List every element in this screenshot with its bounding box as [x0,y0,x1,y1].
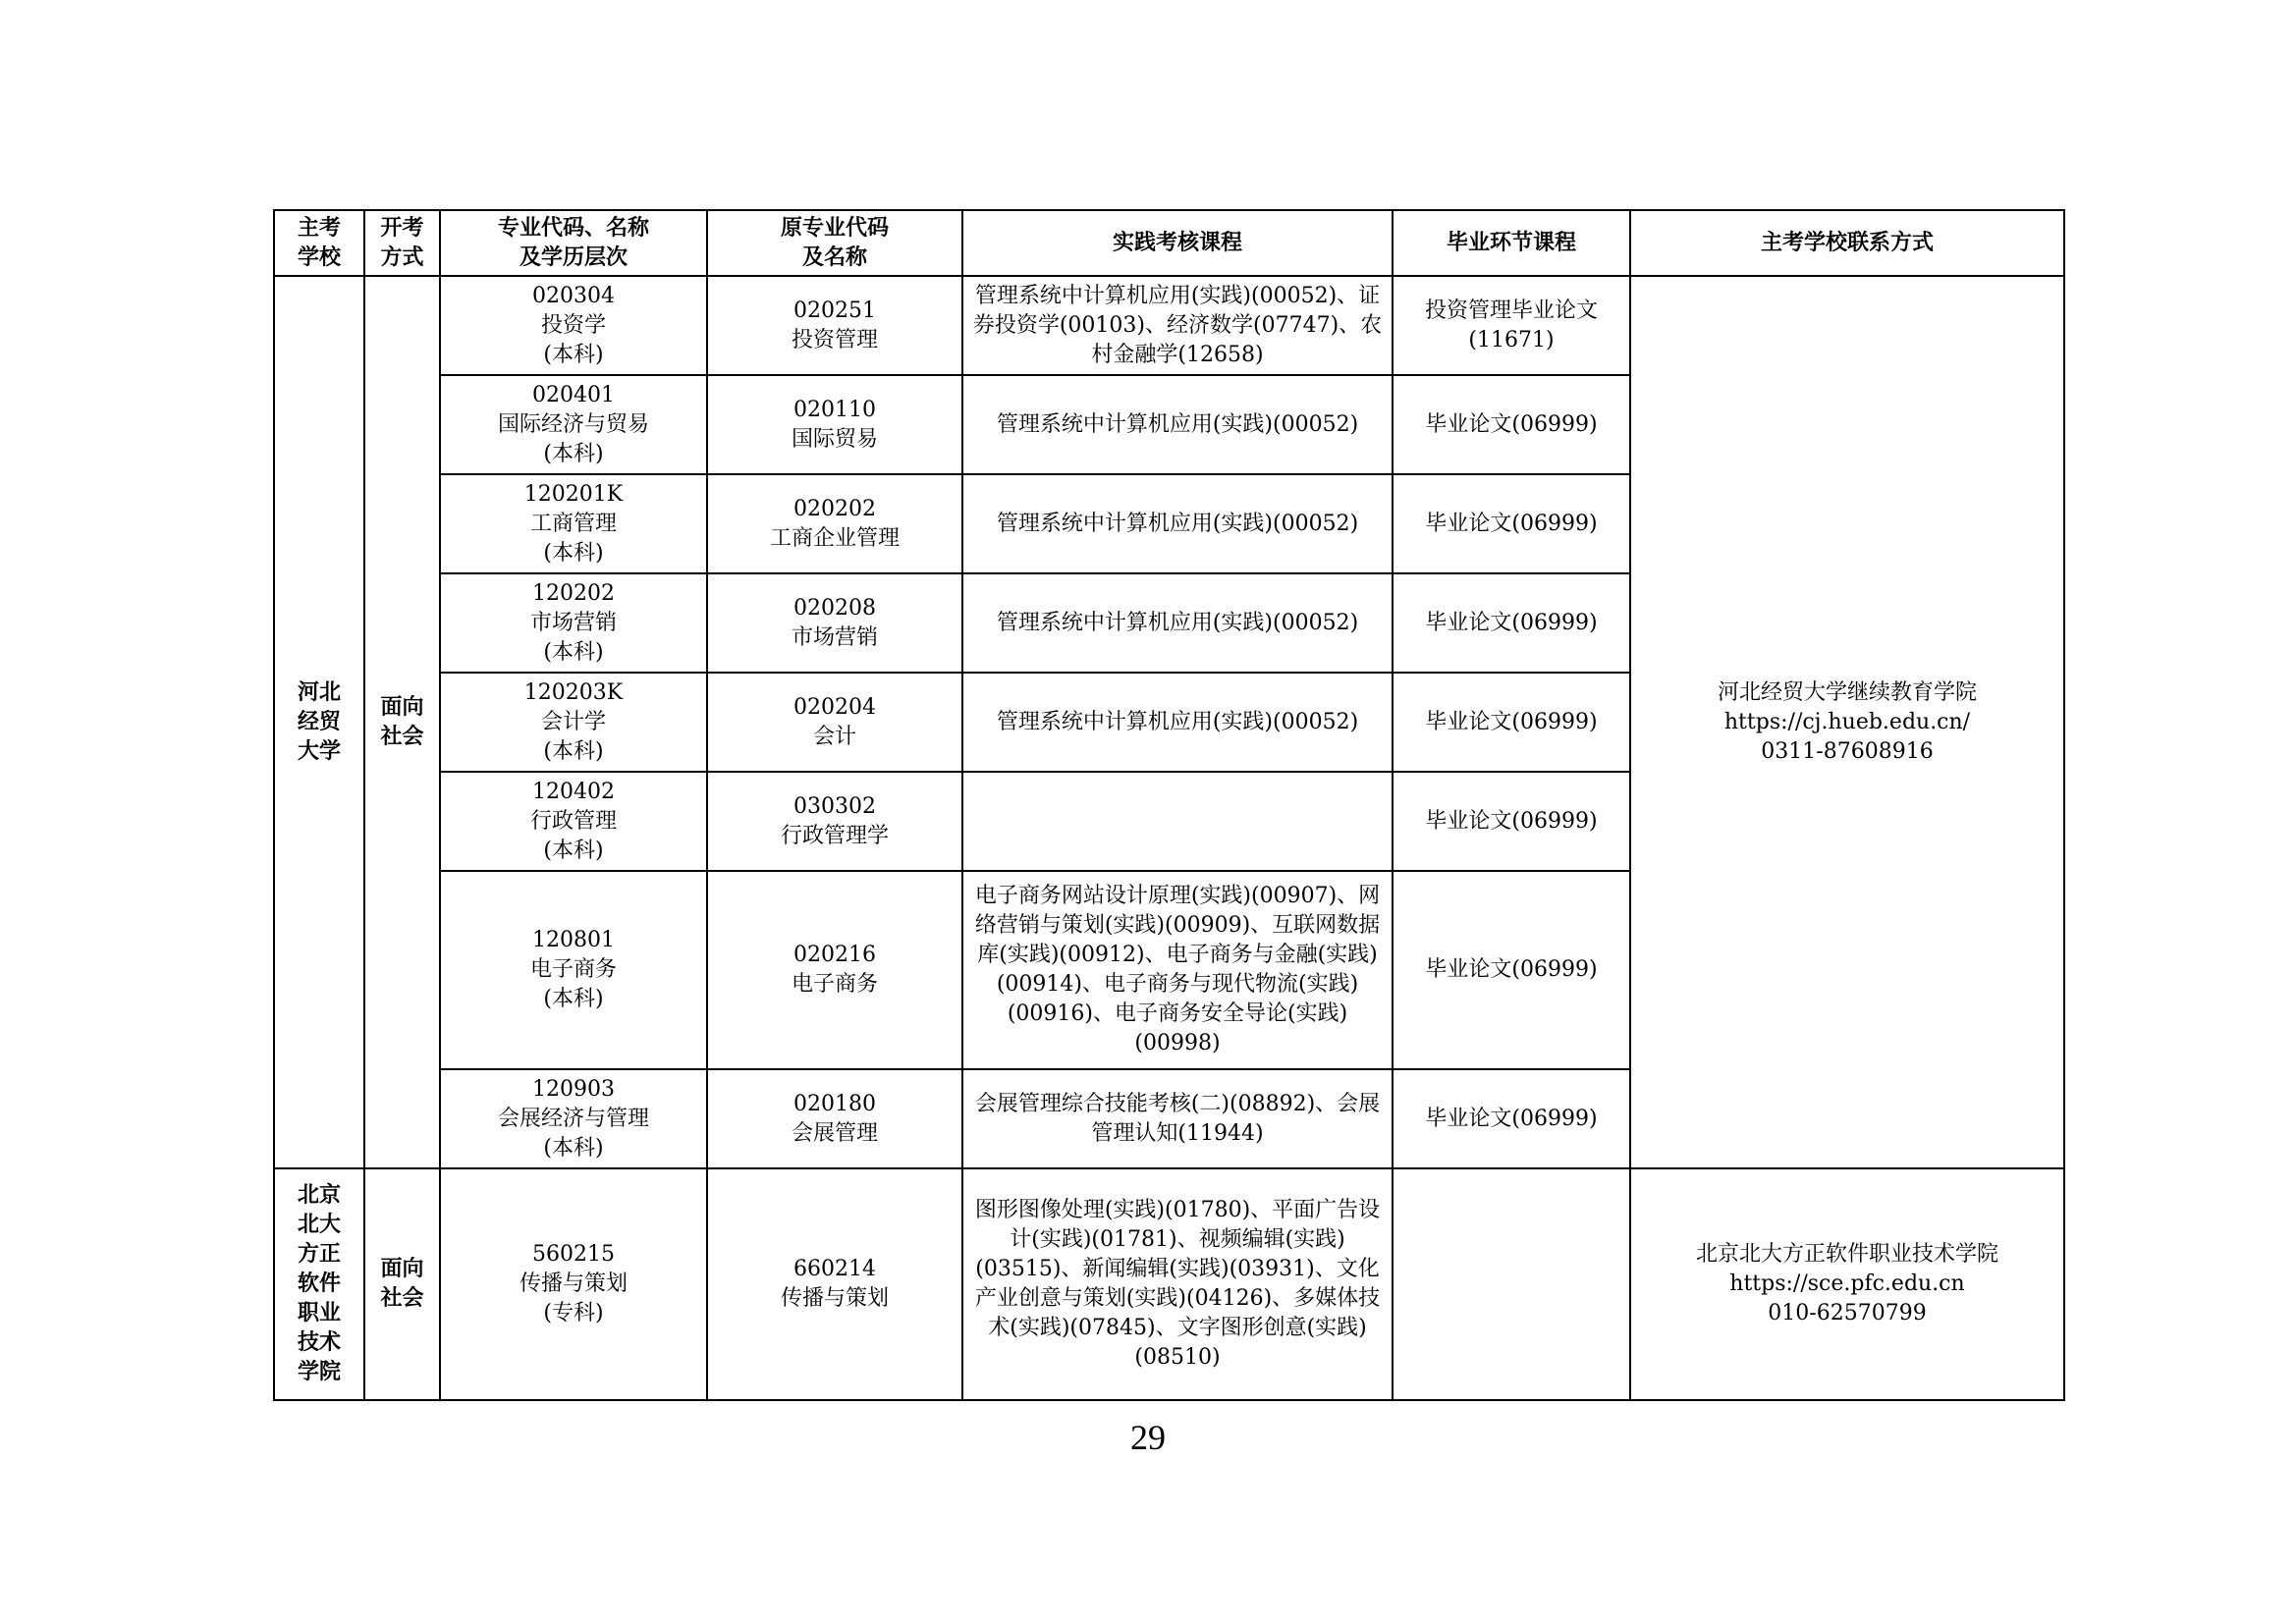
practice-course-cell: 图形图像处理(实践)(01780)、平面广告设计(实践)(01781)、视频编辑(实践)(03515)、新闻编辑(实践)(03931)、文化产业创意与策划(实践)(04126)、多媒体技术(实践)(07845)、文字图形创意(实践)(08510) [962,1168,1393,1400]
major-cell: 120402 行政管理 (本科) [440,772,707,871]
orig-major-cell: 020251 投资管理 [707,276,962,375]
page-number: 29 [1130,1418,1166,1457]
major-cell: 120903 会展经济与管理 (本科) [440,1069,707,1168]
major-cell: 560215 传播与策划 (专科) [440,1168,707,1400]
orig-major-cell: 020204 会计 [707,673,962,772]
graduation-course-cell: 毕业论文(06999) [1393,772,1630,871]
header-orig-major: 原专业代码 及名称 [707,210,962,276]
practice-course-cell: 管理系统中计算机应用(实践)(00052) [962,375,1393,474]
header-mode: 开考 方式 [364,210,440,276]
orig-major-cell: 020202 工商企业管理 [707,474,962,573]
major-cell: 120202 市场营销 (本科) [440,573,707,673]
practice-course-cell: 管理系统中计算机应用(实践)(00052) [962,573,1393,673]
graduation-course-cell: 毕业论文(06999) [1393,375,1630,474]
header-school: 主考 学校 [274,210,364,276]
school-cell: 北京 北大 方正 软件 职业 技术 学院 [274,1168,364,1400]
major-cell: 020304 投资学 (本科) [440,276,707,375]
header-major: 专业代码、名称 及学历层次 [440,210,707,276]
contact-cell: 北京北大方正软件职业技术学院 https://sce.pfc.edu.cn 010-62570799 [1630,1168,2064,1400]
graduation-course-cell: 毕业论文(06999) [1393,673,1630,772]
major-cell: 120801 电子商务 (本科) [440,871,707,1069]
exam-mode-cell: 面向 社会 [364,1168,440,1400]
major-cell: 120203K 会计学 (本科) [440,673,707,772]
orig-major-cell: 020110 国际贸易 [707,375,962,474]
major-cell: 020401 国际经济与贸易 (本科) [440,375,707,474]
exam-mode-cell: 面向 社会 [364,276,440,1168]
orig-major-cell: 030302 行政管理学 [707,772,962,871]
table-row [274,1168,2064,1400]
graduation-course-cell: 毕业论文(06999) [1393,573,1630,673]
practice-course-cell: 管理系统中计算机应用(实践)(00052)、证券投资学(00103)、经济数学(07747)、农村金融学(12658) [962,276,1393,375]
graduation-course-cell: 投资管理毕业论文 (11671) [1393,276,1630,375]
graduation-course-cell: 毕业论文(06999) [1393,1069,1630,1168]
orig-major-cell: 020216 电子商务 [707,871,962,1069]
graduation-course-cell: 毕业论文(06999) [1393,871,1630,1069]
header-practice: 实践考核课程 [962,210,1393,276]
practice-course-cell: 管理系统中计算机应用(实践)(00052) [962,673,1393,772]
header-graduation: 毕业环节课程 [1393,210,1630,276]
major-cell: 120201K 工商管理 (本科) [440,474,707,573]
orig-major-cell: 020180 会展管理 [707,1069,962,1168]
orig-major-cell: 660214 传播与策划 [707,1168,962,1400]
exam-course-table [273,209,2065,1401]
orig-major-cell: 020208 市场营销 [707,573,962,673]
header-row [274,210,2064,276]
practice-course-cell: 管理系统中计算机应用(实践)(00052) [962,474,1393,573]
school-cell: 河北 经贸 大学 [274,276,364,1168]
graduation-course-cell: 毕业论文(06999) [1393,474,1630,573]
practice-course-cell [962,772,1393,871]
contact-cell: 河北经贸大学继续教育学院 https://cj.hueb.edu.cn/ 0311-87608916 [1630,276,2064,1168]
header-contact: 主考学校联系方式 [1630,210,2064,276]
table-row [274,276,2064,375]
practice-course-cell: 会展管理综合技能考核(二)(08892)、会展管理认知(11944) [962,1069,1393,1168]
graduation-course-cell [1393,1168,1630,1400]
practice-course-cell: 电子商务网站设计原理(实践)(00907)、网络营销与策划(实践)(00909)、互联网数据库(实践)(00912)、电子商务与金融(实践)(00914)、电子商务与现代物流(实践)(00916)、电子商务安全导论(实践)(00998) [962,871,1393,1069]
